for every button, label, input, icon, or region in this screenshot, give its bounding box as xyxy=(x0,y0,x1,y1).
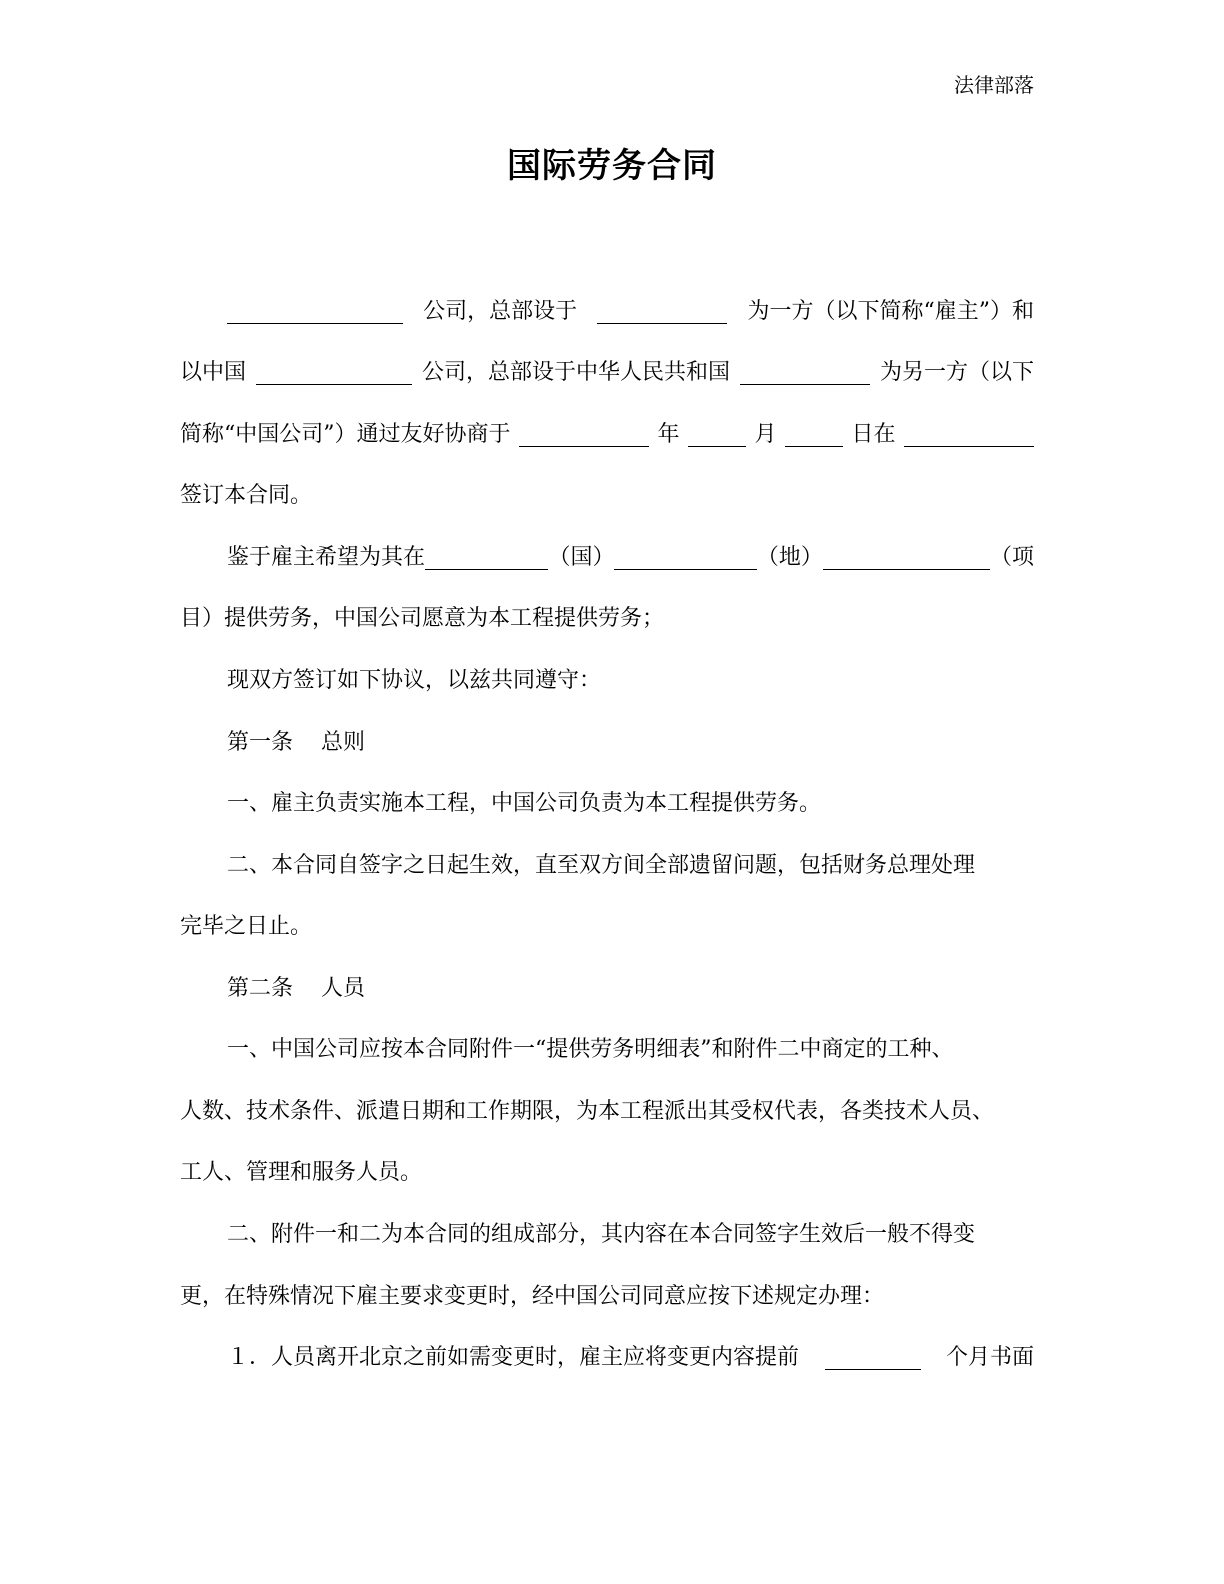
line-text: 简称“中国公司”）通过友好协商于 xyxy=(180,422,511,447)
line-text: 工人、管理和服务人员。 xyxy=(180,1160,423,1185)
line-text: 人数、技术条件、派遣日期和工作期限，为本工程派出其受权代表，各类技术人员、 xyxy=(180,1099,995,1124)
line-text: 第二条 xyxy=(227,976,294,1001)
line-text: 现双方签订如下协议，以兹共同遵守： xyxy=(227,668,602,693)
line-text: 月 xyxy=(754,422,777,447)
text-line-p1-l1 xyxy=(180,297,1034,327)
text-line-p2-l2 xyxy=(180,604,1034,634)
fill-in-blank xyxy=(227,297,403,324)
line-text: 鉴于雇主希望为其在 xyxy=(227,545,426,570)
text-line-p3-l1 xyxy=(180,666,1034,696)
line-text: 一、中国公司应按本合同附件一“提供劳务明细表”和附件二中商定的工种、 xyxy=(227,1037,954,1062)
line-text: 完毕之日止。 xyxy=(180,914,313,939)
line-text: 签订本合同。 xyxy=(180,483,313,508)
text-line-art2-2-l2 xyxy=(180,1282,1034,1312)
line-text: 为另一方（以下 xyxy=(879,360,1034,385)
text-line-art1-heading xyxy=(180,728,1034,758)
line-text: 以中国 xyxy=(180,360,247,385)
text-line-art1-2-l2 xyxy=(180,912,1034,942)
line-text: 为一方（以下简称“雇主”）和 xyxy=(747,299,1034,324)
line-text: 二、附件一和二为本合同的组成部分，其内容在本合同签字生效后一般不得变 xyxy=(227,1222,976,1247)
document-title: 国际劳务合同 xyxy=(507,146,717,186)
text-line-art2-1-l2 xyxy=(180,1097,1034,1127)
text-line-art1-2-l1 xyxy=(180,851,1034,881)
line-text: （地） xyxy=(756,545,823,570)
fill-in-blank xyxy=(785,420,843,447)
text-line-p1-l2 xyxy=(180,358,1034,388)
text-line-art2-1-l1 xyxy=(180,1035,1034,1065)
line-text: 人员 xyxy=(321,976,366,1001)
fill-in-blank xyxy=(425,543,548,570)
line-text: 个月书面 xyxy=(945,1345,1034,1370)
text-line-art2-heading xyxy=(180,974,1034,1004)
header-brand: 法律部落 xyxy=(954,73,1034,97)
line-text: （项 xyxy=(989,545,1034,570)
line-text: 日在 xyxy=(851,422,896,447)
fill-in-blank xyxy=(519,420,649,447)
fill-in-blank xyxy=(256,358,412,385)
line-text: 第一条 xyxy=(227,730,294,755)
fill-in-blank xyxy=(597,297,727,324)
fill-in-blank xyxy=(823,543,990,570)
line-text: 公司，总部设于中华人民共和国 xyxy=(421,360,730,385)
line-text: 公司，总部设于 xyxy=(423,299,578,324)
fill-in-blank xyxy=(614,543,756,570)
text-line-art2-2-1-l1 xyxy=(180,1343,1034,1373)
line-text: （国） xyxy=(548,545,615,570)
text-line-p2-l1 xyxy=(180,543,1034,573)
text-line-art2-1-l3 xyxy=(180,1158,1034,1188)
line-text: 二、本合同自签字之日起生效，直至双方间全部遗留问题，包括财务总理处理 xyxy=(227,853,976,878)
text-line-p1-l3 xyxy=(180,420,1034,450)
text-line-art2-2-l1 xyxy=(180,1220,1034,1250)
line-text: 目）提供劳务，中国公司愿意为本工程提供劳务； xyxy=(180,606,665,631)
line-text: 总则 xyxy=(321,730,366,755)
fill-in-blank xyxy=(740,358,870,385)
line-text: 一、雇主负责实施本工程，中国公司负责为本工程提供劳务。 xyxy=(227,791,822,816)
text-line-art1-1 xyxy=(180,789,1034,819)
fill-in-blank xyxy=(904,420,1034,447)
text-line-p1-l4 xyxy=(180,481,1034,511)
line-text: 更，在特殊情况下雇主要求变更时，经中国公司同意应按下述规定办理： xyxy=(180,1284,885,1309)
fill-in-blank xyxy=(688,420,746,447)
fill-in-blank xyxy=(825,1343,921,1370)
line-text: １．人员离开北京之前如需变更时，雇主应将变更内容提前 xyxy=(227,1345,800,1370)
line-text: 年 xyxy=(657,422,680,447)
